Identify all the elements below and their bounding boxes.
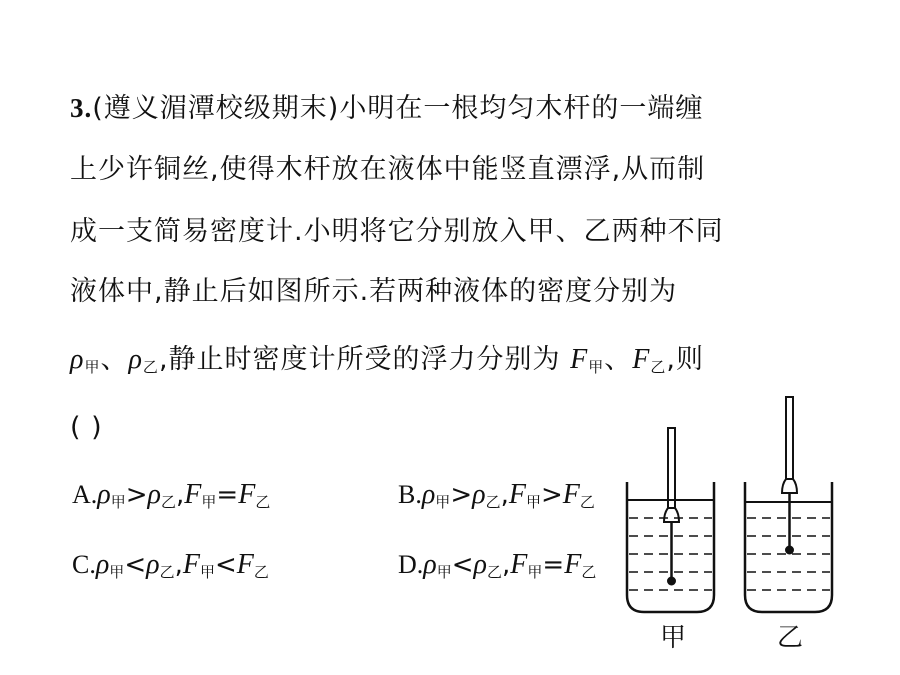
relation-2: =: [542, 550, 565, 580]
subscript-jia: 甲: [527, 563, 543, 581]
subscript-yi: 乙: [142, 358, 159, 376]
rho-symbol: ρ: [472, 479, 486, 510]
rho-symbol: ρ: [423, 549, 437, 580]
question-source: (遵义湄潭校级期末): [92, 93, 340, 124]
subscript-jia: 甲: [588, 358, 605, 376]
force-symbol: F: [564, 549, 582, 580]
answer-parentheses: ( ): [70, 412, 103, 443]
rho-symbol: ρ: [146, 549, 160, 580]
separator: 、: [100, 344, 129, 375]
question-text-1: 小明在一根均匀木杆的一端缠: [339, 93, 704, 124]
subscript-jia: 甲: [109, 563, 125, 581]
question-text-4: 液体中,静止后如图所示.若两种液体的密度分别为: [70, 276, 678, 307]
question-text-3: 成一支简易密度计.小明将它分别放入甲、乙两种不同: [70, 216, 724, 247]
option-letter: D.: [398, 550, 424, 579]
comma: ,: [176, 480, 185, 510]
rho-symbol: ρ: [70, 344, 85, 375]
force-symbol: F: [184, 479, 202, 510]
force-symbol: F: [182, 549, 200, 580]
rho-symbol: ρ: [147, 479, 161, 510]
subscript-yi: 乙: [255, 493, 271, 511]
subscript-yi: 乙: [161, 493, 177, 511]
force-symbol: F: [236, 549, 254, 580]
subscript-jia: 甲: [201, 493, 217, 511]
subscript-yi: 乙: [485, 493, 501, 511]
force-symbol: F: [570, 344, 589, 375]
question-text-5-end: ,则: [666, 344, 704, 375]
rho-symbol: ρ: [97, 479, 111, 510]
subscript-jia: 甲: [435, 493, 451, 511]
relation-2: <: [214, 550, 237, 580]
comma: ,: [174, 550, 183, 580]
subscript-jia: 甲: [436, 563, 452, 581]
subscript-yi: 乙: [579, 493, 595, 511]
option-letter: A.: [72, 480, 98, 509]
label-yi: 乙: [776, 623, 804, 653]
relation-2: =: [216, 480, 239, 510]
rho-symbol: ρ: [421, 479, 436, 510]
relation-2: >: [540, 480, 563, 510]
relation-1: <: [124, 550, 147, 580]
question-text-2: 上少许铜丝,使得木杆放在液体中能竖直漂浮,从而制: [70, 154, 706, 185]
hydrometer-yi: [782, 397, 797, 554]
subscript-yi: 乙: [253, 563, 269, 581]
hydrometer-jia: [664, 428, 679, 585]
comma: ,: [500, 480, 509, 510]
question-text-5: ,静止时密度计所受的浮力分别为: [158, 344, 561, 375]
force-symbol: F: [238, 479, 256, 510]
force-symbol: F: [510, 549, 528, 580]
subscript-jia: 甲: [525, 493, 541, 511]
question-number: 3.: [70, 93, 93, 123]
subscript-yi: 乙: [650, 358, 667, 376]
label-jia: 甲: [659, 623, 687, 653]
option-letter: B.: [398, 480, 422, 509]
comma: ,: [502, 550, 511, 580]
force-symbol: F: [508, 479, 526, 510]
subscript-yi: 乙: [581, 563, 597, 581]
subscript-yi: 乙: [159, 563, 175, 581]
force-symbol: F: [632, 344, 651, 375]
relation-1: >: [450, 480, 473, 510]
subscript-yi: 乙: [487, 563, 503, 581]
rho-symbol: ρ: [128, 344, 143, 375]
relation-1: <: [451, 550, 474, 580]
rho-symbol: ρ: [473, 549, 487, 580]
separator: 、: [604, 344, 633, 375]
force-symbol: F: [562, 479, 580, 510]
subscript-jia: 甲: [110, 493, 126, 511]
subscript-jia: 甲: [199, 563, 215, 581]
option-letter: C.: [72, 550, 96, 579]
rho-symbol: ρ: [95, 549, 110, 580]
subscript-jia: 甲: [84, 358, 101, 376]
relation-1: >: [125, 480, 148, 510]
